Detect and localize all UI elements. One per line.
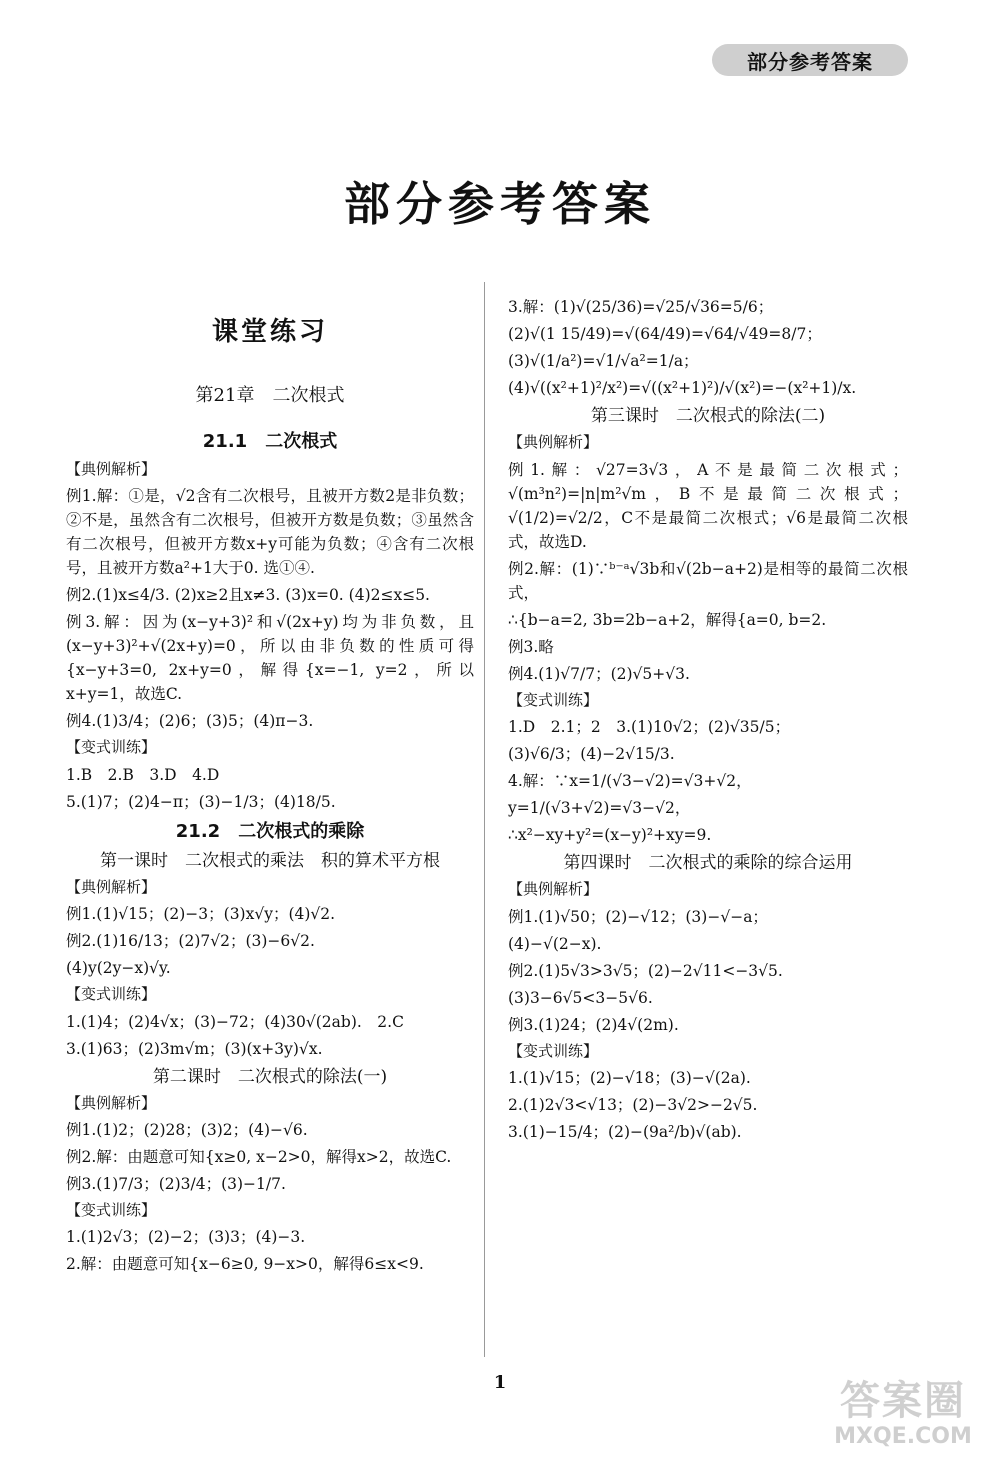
answer-line: 例4.(1)√7/7；(2)√5+√3. [508, 664, 690, 683]
lesson-title: 第二课时 二次根式的除法(一) [152, 1066, 388, 1087]
column-divider [484, 282, 485, 1357]
subsection-title: 21.2 二次根式的乘除 [175, 820, 365, 842]
lesson-title: 第四课时 二次根式的乘除的综合运用 [563, 853, 853, 874]
answer-line: (3)√(1/a²)=√1/√a²=1/a； [508, 352, 699, 371]
answer-line: 例2.(1)x≤4/3. (2)x≥2且x≠3. (3)x=0. (4)2≤x≤5. [66, 586, 430, 605]
answer-line: (4)−√(2−x). [508, 934, 602, 953]
answer-line: 例1.(1)2；(2)28；(3)2；(4)−√6. [66, 1121, 308, 1140]
watermark-logo [818, 1378, 988, 1456]
watermark-url: MXQE.COM [834, 1424, 972, 1449]
answer-line: 2.(1)2√3<√13；(2)−3√2>−2√5. [508, 1096, 758, 1115]
section-tag: 【变式训练】 [508, 1041, 599, 1060]
answer-line: (3)3−6√5<3−5√6. [508, 988, 653, 1007]
answer-line: y=1/(√3+√2)=√3−√2， [508, 799, 691, 818]
left-content [66, 428, 474, 1276]
answer-line: 例3.(1)7/3；(2)3/4；(3)−1/7. [66, 1175, 286, 1194]
answer-line: 例1.(1)√50；(2)−√12；(3)−√−a； [508, 907, 768, 926]
section-tag: 【典例解析】 [508, 880, 599, 899]
answer-line: 1.(1)4；(2)4√x；(3)−72；(4)30√(2ab). 2.C [66, 1012, 404, 1031]
answer-line: 例2.(1)5√3>3√5；(2)−2√11<−3√5. [508, 961, 783, 980]
answer-line: (3)√6/3；(4)−2√15/3. [508, 745, 675, 764]
answer-line: 例3.解：因为(x−y+3)²和√(2x+y)均为非负数，且(x−y+3)²+√(2x+y)=0，所以由非负数的性质可得{x−y+3=0, 2x+y=0，解得{x=−1, y=2，所以x+y=1，故选C. [66, 613, 474, 704]
page-title: 部分参考答案 [344, 177, 656, 231]
answer-line: 例3.(1)24；(2)4√(2m). [508, 1015, 679, 1034]
section-tag: 【变式训练】 [508, 690, 599, 709]
answer-line: (4)y(2y−x)√y. [66, 959, 171, 978]
section-tag: 【典例解析】 [508, 433, 599, 452]
answer-line: ∴x²−xy+y²=(x−y)²+xy=9. [508, 826, 712, 845]
section-tag: 【变式训练】 [66, 738, 157, 757]
header-tab: 部分参考答案 [712, 44, 908, 76]
answer-line: 例3.略 [508, 637, 554, 656]
answer-line: 例1.解：①是，√2含有二次根号，且被开方数2是非负数；②不是，虽然含有二次根号，但被开方数是负数；③虽然含有二次根号，但被开方数x+y可能为负数；④含有二次根号，且被开方数a²+1大于0. 选①④. [66, 487, 474, 578]
section-tag: 【变式训练】 [66, 1201, 157, 1220]
subsection-title: 21.1 二次根式 [202, 431, 338, 453]
right-column [508, 292, 908, 1147]
answer-line: 例1.解：√27=3√3，A不是最简二次根式；√(m³n²)=|n|m²√m，B不是最简二次根式；√(1/2)=√2/2，C不是最简二次根式；√6是最简二次根式，故选D. [508, 460, 908, 551]
answer-line: 2.解：由题意可知{x−6≥0, 9−x>0，解得6≤x<9. [66, 1255, 424, 1274]
answer-line: 1.(1)2√3；(2)−2；(3)3；(4)−3. [66, 1228, 306, 1247]
answer-line: 例4.(1)3/4；(2)6；(3)5；(4)π−3. [66, 712, 314, 731]
page-number: 1 [493, 1372, 507, 1393]
section-tag: 【变式训练】 [66, 985, 157, 1004]
answer-line: 3.(1)63；(2)3m√m；(3)(x+3y)√x. [66, 1039, 323, 1058]
answer-line: 例2.(1)16/13；(2)7√2；(3)−6√2. [66, 932, 315, 951]
answer-line: 4.解：∵x=1/(√3−√2)=√3+√2， [508, 772, 752, 791]
chapter-title: 第21章 二次根式 [195, 385, 345, 407]
answer-line: 1.D 2.1；2 3.(1)10√2；(2)√35/5； [508, 718, 791, 737]
answer-line: 3.(1)−15/4；(2)−(9a²/b)√(ab). [508, 1123, 742, 1142]
answer-line: (2)√(1 15/49)=√(64/49)=√64/√49=8/7； [508, 325, 822, 344]
answer-line: 1.(1)√15；(2)−√18；(3)−√(2a). [508, 1069, 751, 1088]
answer-line: 5.(1)7；(2)4−π；(3)−1/3；(4)18/5. [66, 792, 336, 811]
section-tag: 【典例解析】 [66, 878, 157, 896]
answer-line: 例2.解：(1)∵ᵇ⁻ᵃ√3b和√(2b−a+2)是相等的最简二次根式， [508, 559, 908, 602]
section-tag: 【典例解析】 [66, 460, 157, 479]
answer-line: (4)√((x²+1)²/x²)=√((x²+1)²)/√(x²)=−(x²+1)/x. [508, 379, 857, 398]
answer-line: 例1.(1)√15；(2)−3；(3)x√y；(4)√2. [66, 905, 336, 924]
section-tag: 【典例解析】 [66, 1093, 157, 1112]
answer-line: 1.B 2.B 3.D 4.D [66, 765, 220, 784]
right-content [508, 295, 908, 1144]
answer-line: ∴{b−a=2, 3b=2b−a+2，解得{a=0, b=2. [508, 610, 827, 629]
lesson-title: 第一课时 二次根式的乘法 积的算术平方根 [100, 850, 440, 871]
answer-line: 3.解：(1)√(25/36)=√25/√36=5/6； [508, 298, 774, 316]
left-column [66, 306, 474, 1280]
lesson-title: 第三课时 二次根式的除法(二) [590, 406, 826, 427]
answer-line: 例2.解：由题意可知{x≥0, x−2>0，解得x>2，故选C. [66, 1148, 452, 1167]
section-title: 课堂练习 [211, 317, 328, 347]
watermark-text: 答案圈 [840, 1378, 966, 1424]
